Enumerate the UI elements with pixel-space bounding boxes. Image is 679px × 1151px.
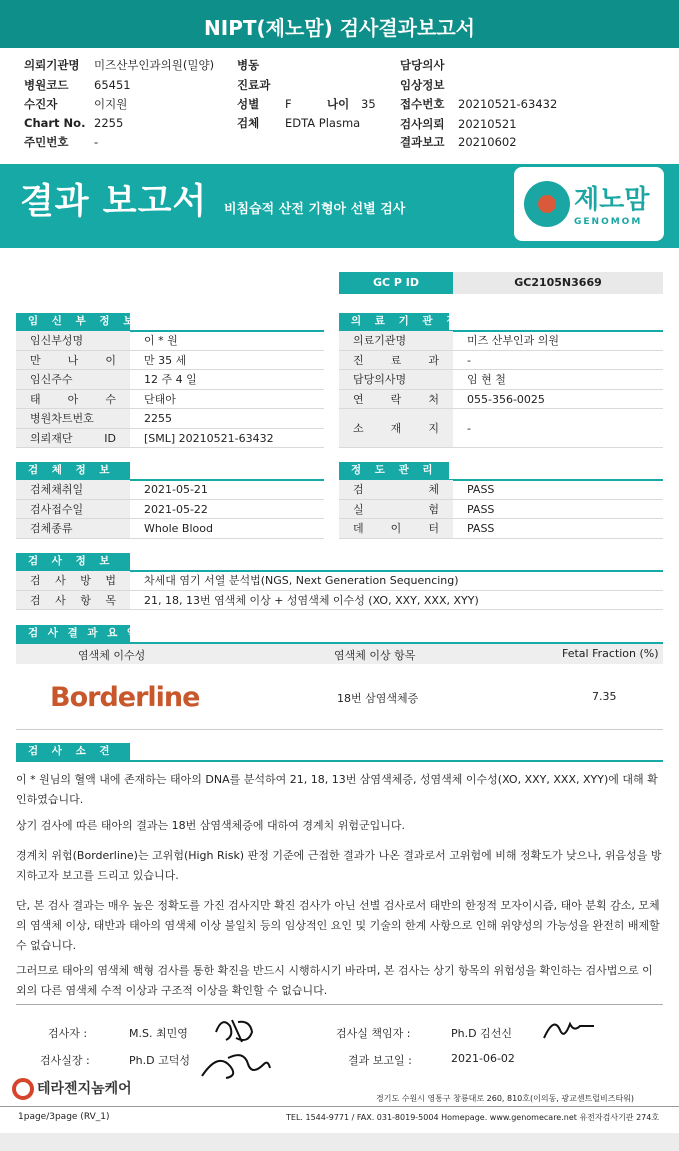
manager-signature	[540, 1012, 598, 1046]
info-row	[339, 370, 663, 390]
summary-col-item: 염색체 이상 항목	[334, 649, 416, 662]
hospital-code-field: 병원코드 65451	[24, 78, 131, 92]
report-date-label: 결과 보고일 :	[348, 1054, 412, 1067]
report-title-bar	[0, 0, 679, 48]
finding-paragraph: 경계치 위험(Borderline)는 고위험(High Risk) 판정 기준에 근접한 결과가 나온 결과로서 고위험에 비해 정확도가 낮으나, 위음성을 방지하고자 보고를 드리고 있습니다.	[16, 849, 662, 882]
finding-paragraph: 이 * 원님의 혈액 내에 존재하는 태아의 DNA를 분석하여 21, 18, 13번 삼염색체증, 성염색체 이수성(XO, XXY, XXX, XYY)에 대해 확인하였습니다.	[16, 773, 658, 806]
logo-name: 제노맘	[574, 185, 650, 215]
info-row-value: 12 주 4 일	[144, 373, 197, 386]
age-field: 나이 35	[327, 97, 376, 111]
section-pregnant-info: 임 신 부 정 보	[16, 313, 130, 330]
section-qc-info: 정 도 관 리	[339, 462, 449, 479]
banner-title: 결과 보고서	[20, 182, 208, 222]
info-row-value: -	[467, 353, 471, 367]
info-row	[339, 409, 663, 448]
info-row	[16, 571, 663, 591]
banner-subtitle: 비침습적 산전 기형아 선별 검사	[224, 202, 406, 217]
resident-no-field: 주민번호 -	[24, 135, 99, 149]
genomom-logo	[514, 167, 664, 241]
summary-item-value: 18번 삼염색체증	[337, 692, 419, 705]
info-row	[339, 519, 663, 539]
info-row-label: 임신부성명	[16, 331, 130, 350]
manager-value: Ph.D 김선신	[451, 1027, 512, 1040]
footer-address: 경기도 수원시 영통구 창룡대로 260, 810호(이의동, 광교센트럴비즈타워)	[376, 1094, 635, 1103]
info-row-label: 검 사 항 목	[16, 591, 130, 610]
info-row-value: 2021-05-21	[144, 483, 208, 496]
info-row-label: 임신주수	[16, 370, 130, 389]
info-row	[16, 331, 324, 351]
footer-divider	[0, 1106, 679, 1107]
info-row-value: 차세대 염기 서열 분석법(NGS, Next Generation Sequencing)	[144, 574, 459, 587]
dept-field: 진료과	[237, 78, 271, 92]
info-row-label: 검 체	[339, 480, 453, 499]
manager-label: 검사실 책임자 :	[336, 1027, 411, 1040]
info-row-label: 검사접수일	[16, 500, 130, 519]
info-row-label: 담당의사명	[339, 370, 453, 389]
info-row-value: 이 * 원	[144, 334, 178, 347]
info-row-value: 미즈 산부인과 의원	[467, 334, 560, 347]
findings-divider	[16, 1004, 663, 1005]
info-row-value: 055-356-0025	[467, 392, 545, 406]
section-summary: 검 사 결 과 요 약	[16, 625, 130, 642]
summary-divider	[16, 729, 663, 730]
report-title: NIPT(제노맘) 검사결과보고서	[204, 16, 475, 40]
patient-field: 수진자 이지원	[24, 97, 128, 111]
chart-no-field: Chart No. 2255	[24, 116, 124, 130]
info-row	[16, 480, 324, 500]
section-divider	[16, 760, 663, 762]
info-row-label: 만 나 이	[16, 351, 130, 370]
info-row	[16, 409, 324, 429]
section-institution-info: 의 료 기 관 정 보	[339, 313, 449, 330]
info-row	[16, 370, 324, 390]
terragen-logo: 테라젠지놈케어	[12, 1078, 132, 1100]
info-row-value: [SML] 20210521-63432	[144, 431, 274, 445]
clinical-field: 임상정보	[400, 78, 445, 92]
info-row-value: 임 현 철	[467, 373, 506, 386]
info-row-value: Whole Blood	[144, 522, 213, 535]
summary-col-fetal-fraction: Fetal Fraction (%)	[562, 647, 659, 660]
footer-contact: TEL. 1544-9771 / FAX. 031-8019-5004 Homepage. www.genomecare.net 유전자검사기관 274호	[286, 1113, 660, 1122]
head-signature	[198, 1046, 274, 1082]
doctor-field: 담당의사	[400, 58, 445, 72]
info-row	[16, 351, 324, 371]
info-row-value: PASS	[467, 522, 495, 535]
info-row	[16, 500, 324, 520]
info-row-value: 만 35 세	[144, 353, 187, 367]
logo-subtitle: GENOMOM	[574, 217, 643, 227]
section-specimen-info: 검 체 정 보	[16, 462, 130, 479]
info-row	[16, 429, 324, 449]
info-row-label: 검 사 방 법	[16, 571, 130, 590]
info-row-label: 태 아 수	[16, 390, 130, 409]
info-row-label: 검체종류	[16, 519, 130, 538]
section-findings: 검 사 소 견	[16, 743, 130, 760]
info-row	[339, 480, 663, 500]
info-row	[16, 591, 663, 611]
info-row	[16, 390, 324, 410]
info-row	[339, 331, 663, 351]
info-row-value: PASS	[467, 483, 495, 496]
result-banner	[0, 164, 679, 248]
info-row-label: 병원차트번호	[16, 409, 130, 428]
sex-field: 성별 F	[237, 97, 292, 111]
request-date-field: 검사의뢰 20210521	[400, 117, 517, 131]
head-value: Ph.D 고덕성	[129, 1054, 190, 1067]
fetal-fraction-value: 7.35	[592, 690, 617, 703]
info-row-value: 2021-05-22	[144, 502, 208, 516]
info-row-label: 데 이 터	[339, 519, 453, 538]
summary-col-aneuploidy: 염색체 이수성	[78, 649, 146, 662]
info-row	[339, 351, 663, 371]
gcp-id-value: GC2105N3669	[453, 272, 663, 294]
info-row-value: 2255	[144, 412, 172, 425]
page-bottom-strip	[0, 1133, 679, 1151]
info-row-label: 검체채취일	[16, 480, 130, 499]
terragen-logo-icon	[12, 1078, 34, 1100]
page-indicator: 1page/3page (RV_1)	[18, 1112, 110, 1122]
info-row	[339, 390, 663, 410]
institution-field: 의뢰기관명 미즈산부인과의원(밀양)	[24, 58, 215, 72]
finding-paragraph: 상기 검사에 따른 태아의 결과는 18번 삼염색체증에 대하여 경계치 위험군입니다.	[16, 819, 405, 832]
result-borderline: Borderline	[50, 682, 200, 713]
finding-paragraph: 그러므로 태아의 염색체 핵형 검사를 통한 확진을 반드시 시행하시기 바라며, 본 검사는 상기 항목의 위험성을 확인하는 검사법으로 이외의 다른 염색체 수적 이상과 구조적 이상을 확인할 수 없습니다.	[16, 964, 653, 997]
info-row-label: 연 락 처	[339, 390, 453, 409]
section-test-info: 검 사 정 보	[16, 553, 130, 570]
gcp-id-box	[339, 272, 663, 294]
info-row	[16, 519, 324, 539]
info-row-value: -	[467, 422, 471, 435]
info-row-label: 진 료 과	[339, 351, 453, 370]
info-row-value: 단태아	[144, 392, 176, 406]
info-row-value: PASS	[467, 502, 495, 516]
tester-label: 검사자 :	[48, 1027, 88, 1040]
tester-signature	[212, 1012, 258, 1048]
finding-paragraph: 단, 본 검사 결과는 매우 높은 정확도를 가진 검사지만 확진 검사가 아닌 선별 검사로서 태반의 한정적 모자이시즘, 태아 분획 감소, 모체의 염색체 이상, 태반과 태아의 염색체 이상 불일치 등의 임상적인 요인 및 기술의 한계 사항으로 인해 위양성의 가능성을 완전히 배제할 수 없습니다.	[16, 899, 660, 952]
info-row-value: 21, 18, 13번 염색체 이상 + 성염색체 이수성 (XO, XXY, XXX, XYY)	[144, 593, 479, 607]
tester-value: M.S. 최민영	[129, 1027, 188, 1040]
report-date-field: 결과보고 20210602	[400, 135, 517, 149]
info-row-label: 소 재 지	[339, 409, 453, 447]
genomom-logo-icon	[524, 181, 570, 227]
info-row-label: 실 험	[339, 500, 453, 519]
gcp-id-label: GC P ID	[339, 272, 453, 294]
info-row-label: 의료기관명	[339, 331, 453, 350]
report-date-value: 2021-06-02	[451, 1052, 515, 1065]
info-row	[339, 500, 663, 520]
summary-header-row	[16, 644, 663, 664]
specimen-field: 검체 EDTA Plasma	[237, 116, 361, 130]
head-label: 검사실장 :	[40, 1054, 90, 1067]
receipt-no-field: 접수번호 20210521-63432	[400, 97, 558, 111]
ward-field: 병동	[237, 58, 260, 72]
info-row-label: 의뢰재단 ID	[16, 429, 130, 448]
